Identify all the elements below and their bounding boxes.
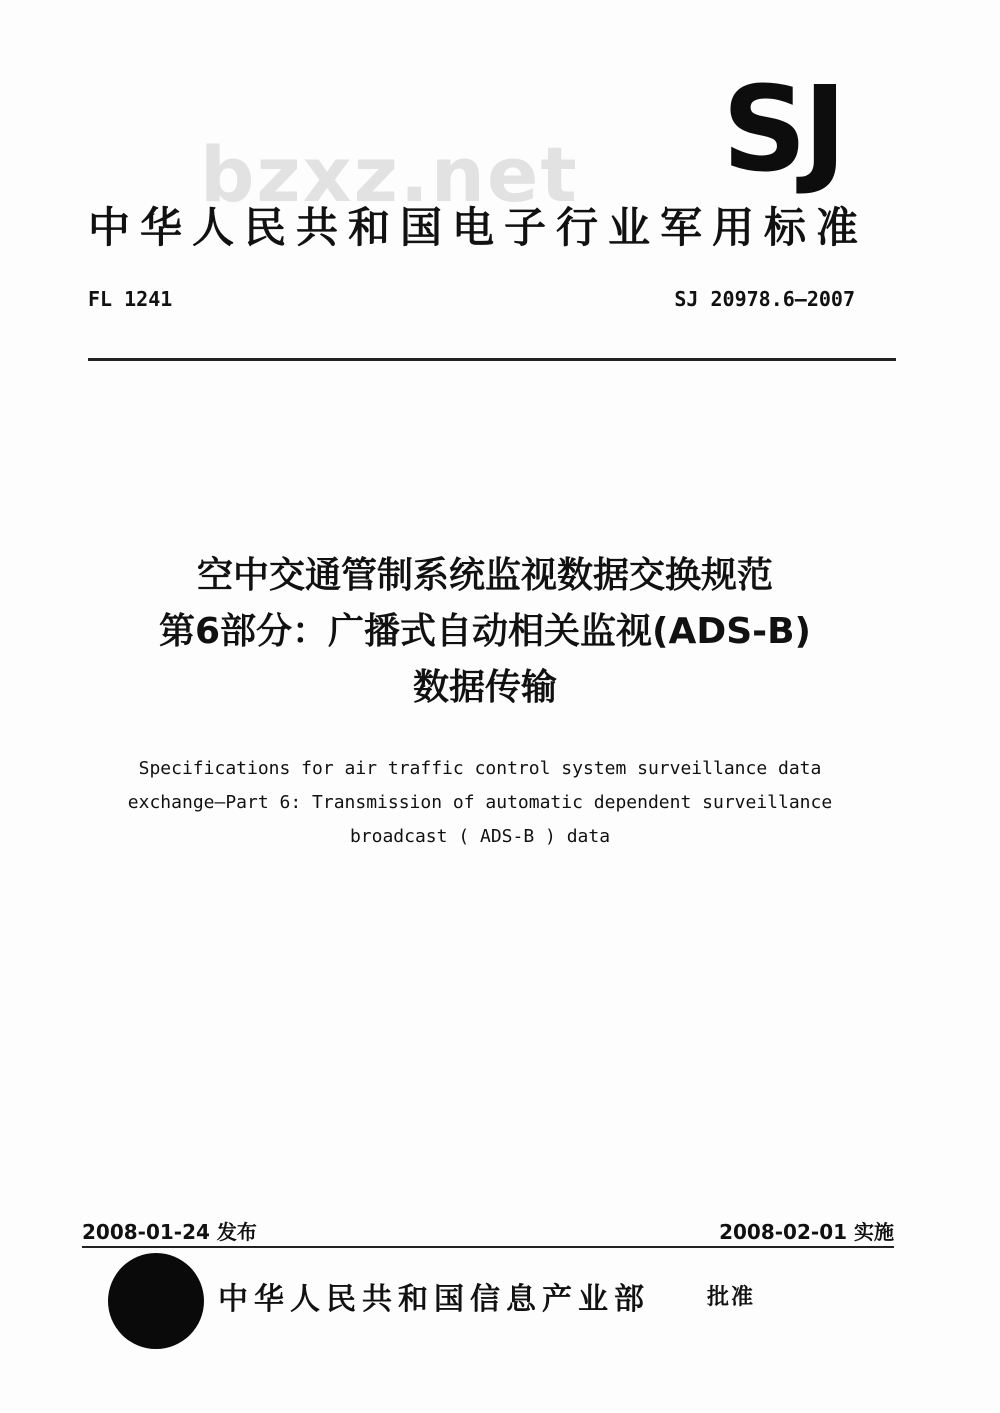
standard-number: SJ 20978.6—2007: [674, 287, 855, 311]
issuing-ministry: 中华人民共和国信息产业部: [218, 1282, 650, 1317]
english-title-line-3: broadcast ( ADS-B ) data: [349, 826, 611, 847]
english-title-line-1: Specifications for air traffic control system surveillance data: [138, 758, 822, 779]
approval-label: 批准: [707, 1285, 756, 1310]
sj-logo: SJ: [722, 60, 843, 198]
chinese-title: [60, 548, 910, 716]
ministry-seal-icon: [108, 1253, 204, 1349]
footer-divider: [82, 1246, 894, 1248]
industry-standard-title: 中华人民共和国电子行业军用标准: [88, 203, 869, 252]
chinese-title-line-3: 数据传输: [412, 667, 557, 708]
watermark-text: bzxz.net: [200, 130, 579, 219]
chinese-title-line-1: 空中交通管制系统监视数据交换规范: [196, 555, 773, 596]
header-divider: [88, 358, 896, 361]
issue-date: 2008-01-24 发布: [82, 1220, 257, 1244]
english-title: [70, 752, 890, 854]
chinese-title-line-2: 第6部分：广播式自动相关监视(ADS-B): [158, 611, 811, 652]
implementation-date: 2008-02-01 实施: [719, 1220, 894, 1244]
classification-code: FL 1241: [88, 287, 173, 311]
english-title-line-2: exchange—Part 6: Transmission of automatic dependent surveillance: [127, 792, 833, 813]
